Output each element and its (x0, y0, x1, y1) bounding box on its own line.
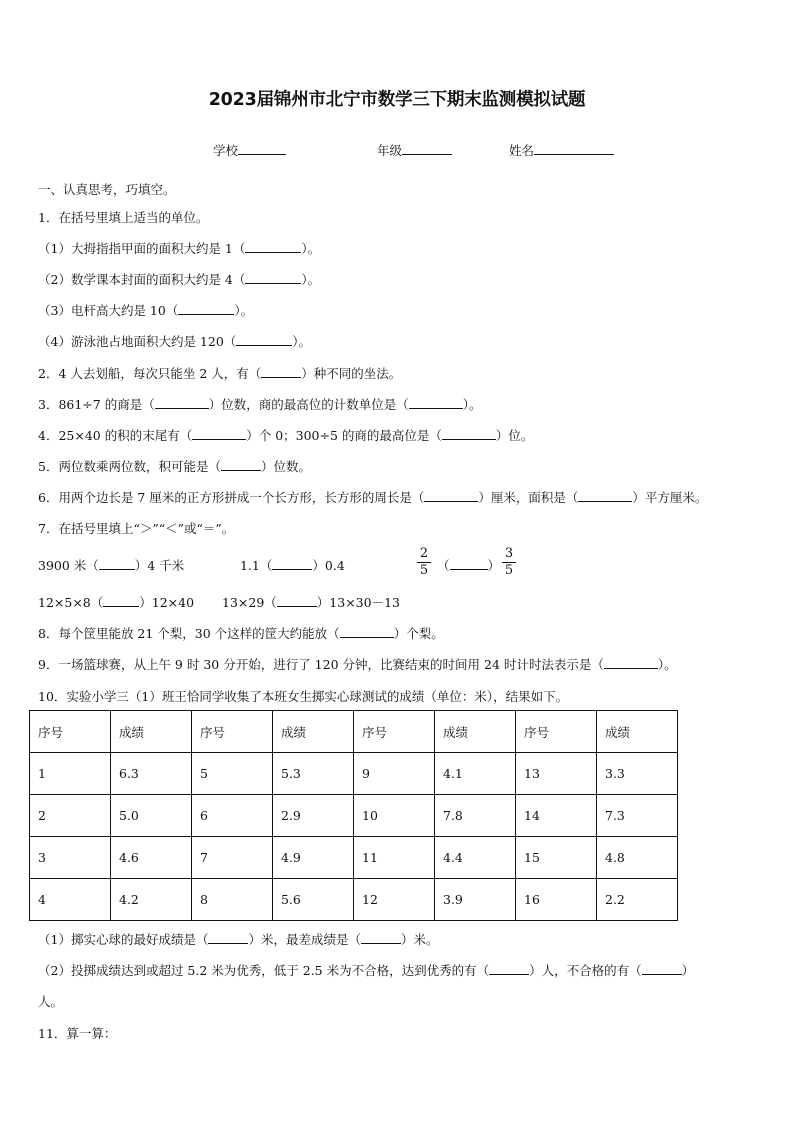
answer-blank[interactable] (340, 625, 394, 638)
table-cell: 5.3 (273, 753, 354, 795)
table-cell: 16 (516, 879, 597, 921)
answer-blank[interactable] (642, 962, 682, 975)
table-header-cell: 序号 (354, 711, 435, 753)
table-header-row (30, 711, 678, 753)
table-cell: 10 (354, 795, 435, 837)
table-cell: 5 (192, 753, 273, 795)
grade-label: 年级 (377, 143, 403, 158)
q6: 6．用两个边长是 7 厘米的正方形拼成一个长方形，长方形的周长是（ ）厘米，面积是（ ）平方厘米。 (38, 490, 708, 505)
q10-sub-1: （1）掷实心球的最好成绩是（ ）米，最差成绩是（ ）米。 (38, 932, 439, 947)
scores-table (29, 710, 678, 921)
q10-sub-2-continued: 人。 (38, 994, 64, 1009)
table-cell: 4 (30, 879, 111, 921)
answer-blank[interactable] (361, 931, 401, 944)
table-header-cell: 序号 (30, 711, 111, 753)
table-cell: 4.9 (273, 837, 354, 879)
school-label: 学校 (213, 143, 239, 158)
answer-blank[interactable] (245, 240, 301, 253)
table-cell: 3.3 (597, 753, 678, 795)
table-cell: 6.3 (111, 753, 192, 795)
scores-table-body (30, 711, 678, 921)
answer-blank[interactable] (99, 557, 135, 570)
table-cell: 7.8 (435, 795, 516, 837)
table-cell: 11 (354, 837, 435, 879)
q7-fraction-left: $\frac{2}{5}$ (417, 546, 431, 579)
table-cell: 7 (192, 837, 273, 879)
q7-compare-3: （ ） (437, 558, 501, 573)
table-cell: 14 (516, 795, 597, 837)
answer-blank[interactable] (409, 396, 463, 409)
q2: 2．4 人去划船，每次只能坐 2 人，有（ ）种不同的坐法。 (38, 366, 402, 381)
answer-blank[interactable] (236, 333, 292, 346)
answer-blank[interactable] (489, 962, 529, 975)
answer-blank[interactable] (192, 427, 246, 440)
table-cell: 2.2 (597, 879, 678, 921)
table-cell: 2.9 (273, 795, 354, 837)
table-cell: 13 (516, 753, 597, 795)
q7-compare-5: 13×29（ ）13×30－13 (222, 595, 400, 610)
answer-blank[interactable] (272, 557, 312, 570)
q7-fraction-right: $\frac{3}{5}$ (502, 546, 516, 579)
table-cell: 15 (516, 837, 597, 879)
q8: 8．每个筐里能放 21 个梨，30 个这样的筐大约能放（ ）个梨。 (38, 626, 444, 641)
answer-blank[interactable] (103, 594, 139, 607)
q4: 4．25×40 的积的末尾有（ ）个 0；300÷5 的商的最高位是（ ）位。 (38, 428, 534, 443)
table-cell: 3.9 (435, 879, 516, 921)
q1-part-4: （4）游泳池占地面积大约是 120（ ）。 (38, 334, 312, 349)
table-row (30, 795, 678, 837)
table-cell: 9 (354, 753, 435, 795)
q7-stem: 7．在括号里填上“＞”“＜”或“＝”。 (38, 521, 235, 536)
answer-blank[interactable] (578, 489, 632, 502)
answer-blank[interactable] (245, 271, 301, 284)
grade-field (377, 141, 452, 159)
table-cell: 4.2 (111, 879, 192, 921)
page-title: 2023届锦州市北宁市数学三下期末监测模拟试题 (208, 90, 586, 110)
table-cell: 4.8 (597, 837, 678, 879)
answer-blank[interactable] (277, 594, 317, 607)
q9: 9．一场篮球赛，从上午 9 时 30 分开始，进行了 120 分钟，比赛结束的时间用 24 时计时法表示是（ ）。 (38, 657, 677, 672)
q1-part-2: （2）数学课本封面的面积大约是 4（ ）。 (38, 272, 321, 287)
table-cell: 1 (30, 753, 111, 795)
q1-stem: 1．在括号里填上适当的单位。 (38, 210, 209, 225)
q7-compare-2: 1.1（ ）0.4 (240, 558, 345, 573)
answer-blank[interactable] (178, 302, 234, 315)
table-row (30, 837, 678, 879)
table-header-cell: 成绩 (435, 711, 516, 753)
q1-part-1: （1）大拇指指甲面的面积大约是 1（ ）。 (38, 241, 321, 256)
section-heading: 一、认真思考，巧填空。 (38, 182, 176, 197)
q3: 3．861÷7 的商是（ ）位数，商的最高位的计数单位是（ ）。 (38, 397, 482, 412)
answer-blank[interactable] (450, 557, 488, 570)
answer-blank[interactable] (442, 427, 496, 440)
school-input-line[interactable] (238, 142, 286, 155)
table-cell: 4.1 (435, 753, 516, 795)
table-header-cell: 成绩 (111, 711, 192, 753)
answer-blank[interactable] (261, 365, 301, 378)
q1-part-3: （3）电杆高大约是 10（ ）。 (38, 303, 254, 318)
q5: 5．两位数乘两位数，积可能是（ ）位数。 (38, 459, 311, 474)
table-row (30, 753, 678, 795)
q7-compare-1: 3900 米（ ）4 千米 (38, 558, 185, 573)
table-row (30, 879, 678, 921)
name-label: 姓名 (509, 143, 535, 158)
table-cell: 12 (354, 879, 435, 921)
table-cell: 4.4 (435, 837, 516, 879)
name-field (509, 141, 614, 159)
table-cell: 2 (30, 795, 111, 837)
table-cell: 6 (192, 795, 273, 837)
answer-blank[interactable] (424, 489, 478, 502)
table-header-cell: 成绩 (597, 711, 678, 753)
q11-stem: 11．算一算： (38, 1026, 117, 1041)
answer-blank[interactable] (155, 396, 209, 409)
table-cell: 5.0 (111, 795, 192, 837)
table-header-cell: 序号 (192, 711, 273, 753)
table-cell: 7.3 (597, 795, 678, 837)
q10-sub-2: （2）投掷成绩达到或超过 5.2 米为优秀，低于 2.5 米为不合格，达到优秀的有（ ）人，不合格的有（ ） (38, 963, 695, 978)
table-cell: 8 (192, 879, 273, 921)
answer-blank[interactable] (604, 656, 658, 669)
answer-blank[interactable] (208, 931, 248, 944)
q10-stem: 10．实验小学三（1）班王恰同学收集了本班女生掷实心球测试的成绩（单位：米），结果如下。 (38, 689, 569, 704)
q7-compare-4: 12×5×8（ ）12×40 (38, 595, 195, 610)
table-cell: 3 (30, 837, 111, 879)
table-cell: 4.6 (111, 837, 192, 879)
school-field (213, 141, 286, 159)
table-cell: 5.6 (273, 879, 354, 921)
table-header-cell: 成绩 (273, 711, 354, 753)
name-input-line[interactable] (534, 142, 614, 155)
student-info-fields (0, 141, 794, 159)
grade-input-line[interactable] (402, 142, 452, 155)
table-header-cell: 序号 (516, 711, 597, 753)
answer-blank[interactable] (221, 458, 261, 471)
